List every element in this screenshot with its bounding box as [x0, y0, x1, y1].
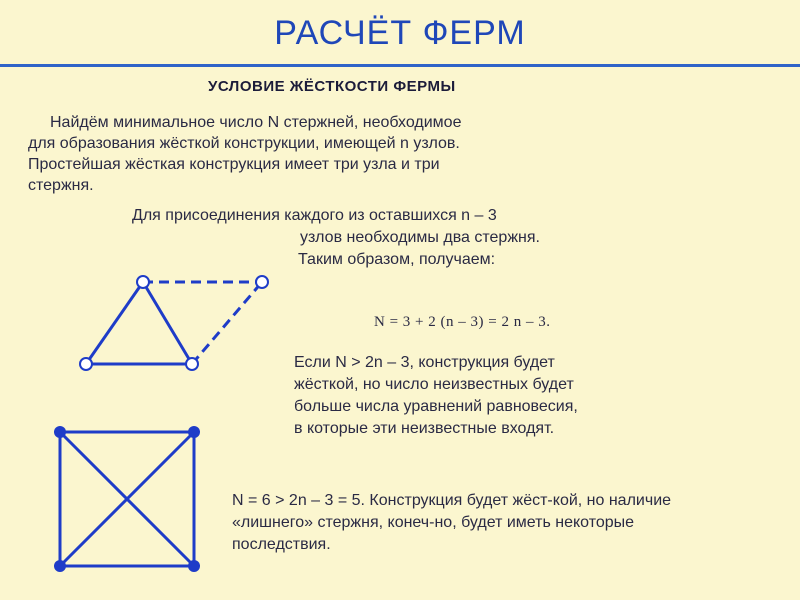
triangle-node-left	[80, 358, 92, 370]
condition-line-2: жёсткой, но число неизвестных будет	[294, 376, 574, 393]
triangle-truss-diagram	[80, 276, 268, 370]
triangle-bar-left	[86, 282, 143, 364]
intro-line-4: стержня.	[28, 177, 94, 194]
added-node	[256, 276, 268, 288]
rigidity-formula: N = 3 + 2 (n – 3) = 2 n – 3.	[374, 314, 551, 330]
intro-line-2: для образования жёсткой конструкции, имеющей n узлов.	[28, 135, 460, 152]
example-line-2: «лишнего» стержня, конеч-но, будет иметь некоторые	[232, 514, 635, 531]
condition-line-3: больше числа уравнений равновесия,	[294, 398, 578, 415]
square-node-top-left	[54, 426, 66, 438]
condition-line-1: Если N > 2n – 3, конструкция будет	[294, 354, 555, 371]
triangle-node-right	[186, 358, 198, 370]
added-bar-diagonal-dashed	[192, 282, 262, 364]
square-node-bottom-left	[54, 560, 66, 572]
square-truss-diagram	[54, 426, 200, 572]
square-node-top-right	[188, 426, 200, 438]
triangle-bar-right	[143, 282, 192, 364]
attach-line-3: Таким образом, получаем:	[298, 251, 496, 268]
intro-line-1: Найдём минимальное число N стержней, необходимое	[50, 114, 462, 131]
example-line-1: N = 6 > 2n – 3 = 5. Конструкция будет жёст-кой, но наличие	[232, 492, 672, 509]
slide-title: РАСЧЁТ ФЕРМ	[274, 14, 526, 52]
triangle-node-top	[137, 276, 149, 288]
attach-line-2: узлов необходимы два стержня.	[300, 229, 540, 246]
example-line-3: последствия.	[232, 536, 331, 553]
condition-line-4: в которые эти неизвестные входят.	[294, 420, 555, 437]
slide-subtitle: УСЛОВИЕ ЖЁСТКОСТИ ФЕРМЫ	[208, 78, 456, 95]
attach-line-1: Для присоединения каждого из оставшихся n – 3	[132, 207, 497, 224]
intro-line-3: Простейшая жёсткая конструкция имеет три узла и три	[28, 156, 440, 173]
square-node-bottom-right	[188, 560, 200, 572]
